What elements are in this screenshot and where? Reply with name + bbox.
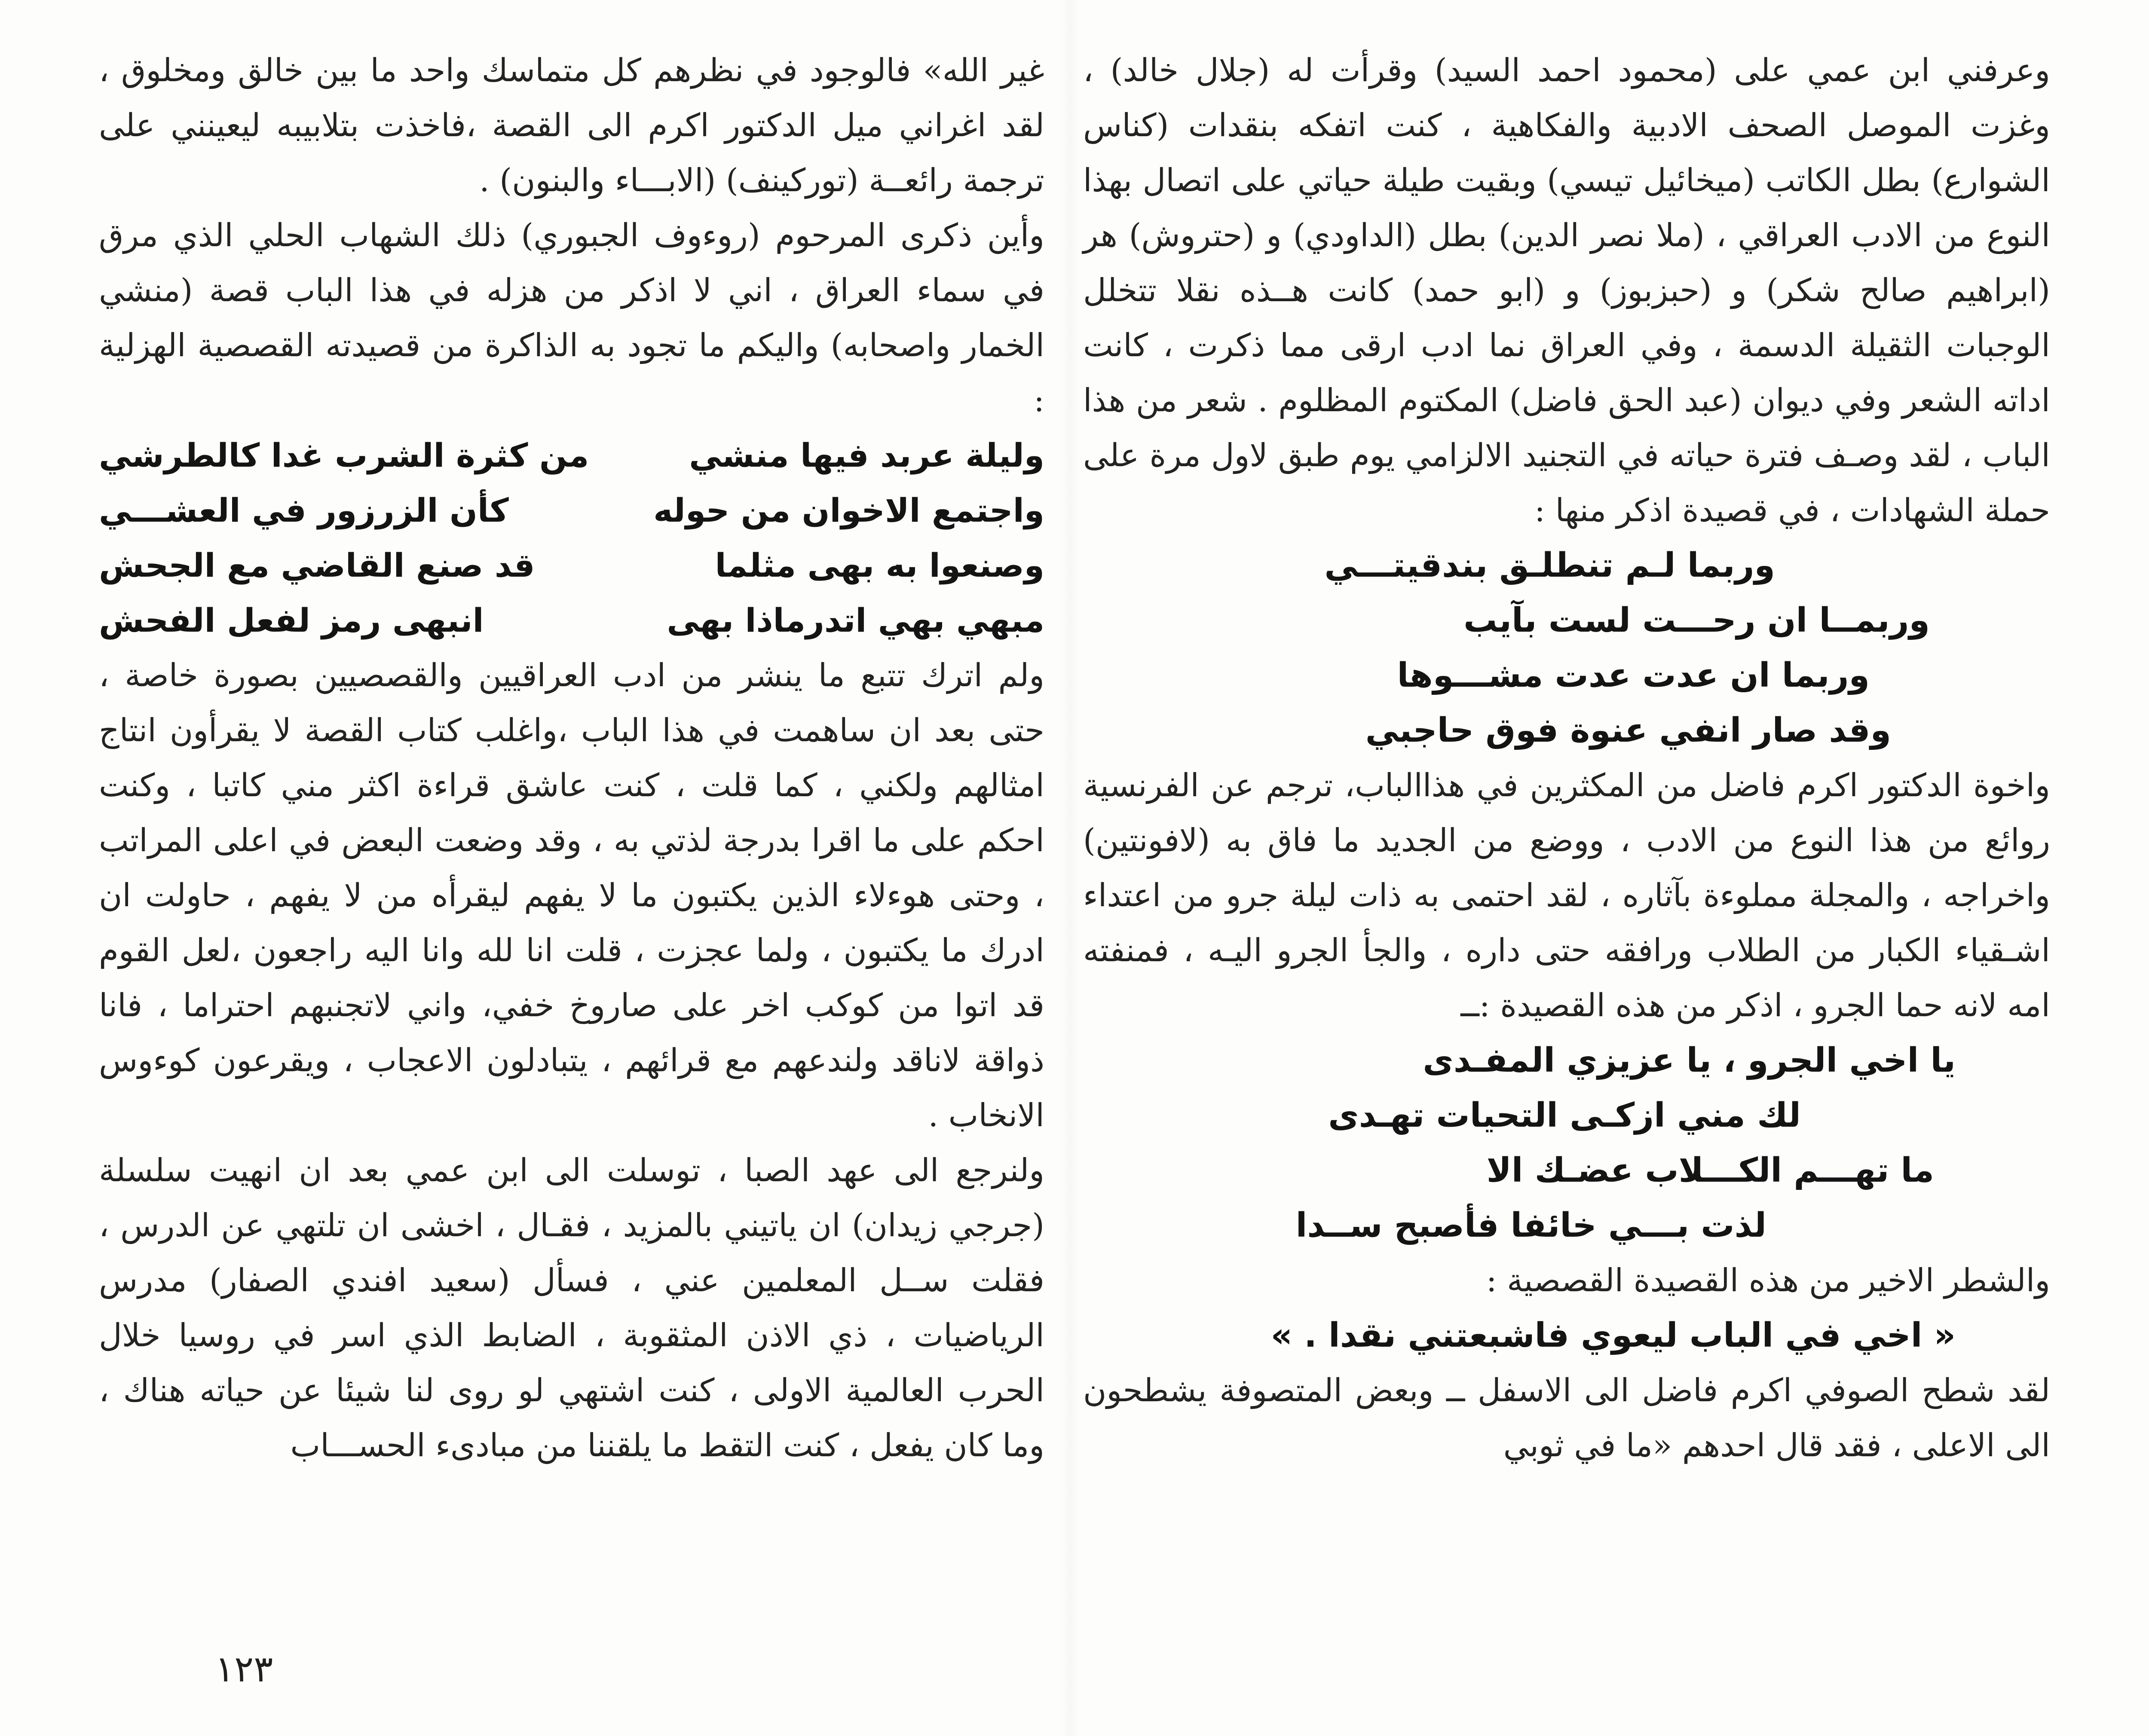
left-column	[99, 43, 1044, 1473]
couplet-row	[99, 428, 1044, 483]
couplet-first-hemistich: مبهي بهي اتدرماذا بهى	[667, 601, 1044, 639]
right-paragraph-2: واخوة الدكتور اكرم فاضل من المكثرين في هذاالباب، ترجم عن الفرنسية روائع من هذا النوع من الادب ، ووضع من الجديد ما فاق به (لافونتين) واخراجه ، والمجلة مملوءة بآثاره ، لقد احتمى به ذات ليلة جرو من اعتداء اشـقياء الكبار من الطلاب ورافقه حتى داره ، والجأ الجرو اليـه ، فمنفته امه لانه حما الجرو ، اذكر من هذه القصيدة :ــ	[1083, 767, 2050, 1024]
left-paragraph-4: ولنرجع الى عهد الصبا ، توسلت الى ابن عمي بعد ان انهيت سلسلة (جرجي زيدان) ان ياتيني بالمزيد ، فقـال ، اخشى ان تلتهي عن الدرس ، فقلت ســل المعلمين عني ، فسأل (سعيد افندي الصفار) مدرس الرياضيات ، ذي الاذن المثقوبة ، الضابط الذي اسر في روسيا خلال الحرب العالمية الاولى ، كنت اشتهي لو روى لنا شيئا عن حياته هناك ، وما كان يفعل ، كنت التقط ما يلقننا من مبادىء الحســـاب	[99, 1152, 1044, 1464]
verse-line: وقد صار انفي عنوة فوق حاجبي	[1365, 711, 1891, 750]
verse-line: وربمــا ان رحـــت لست بآيب	[1463, 601, 1930, 640]
right-column	[1083, 43, 2050, 1473]
verse-line: وربما لـم تنطلـق بندقيتـــي	[1324, 546, 1775, 585]
couplet-first-hemistich: واجتمع الاخوان من حوله	[653, 491, 1044, 529]
couplet-second-hemistich: من كثرة الشرب غدا كالطرشي	[99, 436, 589, 474]
right-paragraph-3: والشطر الاخير من هذه القصيدة القصصية :	[1486, 1262, 2050, 1299]
couplet-row	[99, 483, 1044, 538]
left-paragraph-3: ولم اترك تتبع ما ينشر من ادب العراقيين والقصصيين بصورة خاصة ، حتى بعد ان ساهمت في هذا الباب ،واغلب كتاب القصة لا يقرأون انتاج امثالهم ولكني ، كما قلت ، كنت عاشق قراءة اكثر مني كاتبا ، وكنت احكم على ما اقرا بدرجة لذتي به ، وقد وضعت البعض في اعلى المراتب ، وحتى هوءلاء الذين يكتبون ما لا يفهم ليقرأه من لا يفهم ، حاولت ان ادرك ما يكتبون ، ولما عجزت ، قلت انا لله وانا اليه راجعون ،لعل القوم قد اتوا من كوكب اخر على صاروخ خفي، واني لاتجنبهم احتراما ، فانا ذواقة لاناقد ولندعهم مع قرائهم ، يتبادلون الاعجاب ، ويقرعون كوءوس الانخاب .	[99, 657, 1044, 1134]
right-paragraph-1: وعرفني ابن عمي على (محمود احمد السيد) وقرأت له (جلال خالد) ، وغزت الموصل الصحف الادبية والفكاهية ، كنت اتفكه بنقدات (كناس الشوارع) بطل الكاتب (ميخائيل تيسي) وبقيت طيلة حياتي على اتصال بهذا النوع من الادب العراقي ، (ملا نصر الدين) بطل (الداودي) و (حتروش) هر (ابراهيم صالح شكر) و (حبزبوز) و (ابو حمد) كانت هــذه نقلا تتخلل الوجبات الثقيلة الدسمة ، وفي العراق نما ادب ارقى مما ذكرت ، كانت اداته الشعر وفي ديوان (عبد الحق فاضل) المكتوم المظلوم . شعر من هذا الباب ، لقد وصـف فترة حياته في التجنيد الالزامي يوم طبق لاول مرة على حملة الشهادات ، في قصيدة اذكر منها :	[1083, 52, 2050, 529]
verse-group-2	[1083, 1033, 2050, 1253]
page-gutter	[1062, 0, 1079, 1736]
left-paragraph-1: غير الله» فالوجود في نظرهم كل متماسك واحد ما بين خالق ومخلوق ، لقد اغراني ميل الدكتور اكرم الى القصة ،فاخذت بتلابيبه ليعينني على ترجمة رائعــة (توركينف) (الابـــاء والبنون) .	[99, 52, 1044, 199]
couplet-second-hemistich: كأن الزرزور في العشـــي	[99, 491, 509, 529]
couplet-group	[99, 428, 1044, 648]
right-paragraph-4: لقد شطح الصوفي اكرم فاضل الى الاسفل ــ وبعض المتصوفة يشطحون الى الاعلى ، فقد قال احدهم «ما في ثوبي	[1083, 1372, 2050, 1464]
couplet-row	[99, 593, 1044, 648]
verse-line: وربما ان عدت عدت مشـــوها	[1397, 656, 1870, 695]
couplet-row	[99, 538, 1044, 593]
verse-line: ما تهـــم الكـــلاب عضـك الا	[1486, 1151, 1934, 1190]
verse-line: لك مني ازكـى التحيات تهـدى	[1328, 1096, 1801, 1135]
couplet-second-hemistich: انبهى رمز لفعل الفحش	[99, 601, 484, 639]
couplet-first-hemistich: وصنعوا به بهى مثلما	[715, 546, 1044, 584]
page-number: ١٢٣	[215, 1648, 273, 1690]
left-paragraph-2: وأين ذكرى المرحوم (روءوف الجبوري) ذلك الشهاب الحلي الذي مرق في سماء العراق ، اني لا اذكر من هزله في هذا الباب قصة (منشي الخمار واصحابه) واليكم ما تجود به الذاكرة من قصيدته القصصية الهزلية :	[99, 217, 1044, 419]
verse-line: لذت بـــي خائفا فأصبح ســدا	[1295, 1206, 1766, 1245]
couplet-second-hemistich: قد صنع القاضي مع الجحش	[99, 546, 535, 584]
verse-group-1	[1083, 538, 2050, 758]
quoted-verse: « اخي في الباب ليعوي فاشبعتني نقدا . »	[1270, 1316, 1956, 1355]
couplet-first-hemistich: وليلة عربد فيها منشي	[689, 436, 1044, 474]
verse-line: يا اخي الجرو ، يا عزيزي المفـدى	[1423, 1041, 1956, 1080]
